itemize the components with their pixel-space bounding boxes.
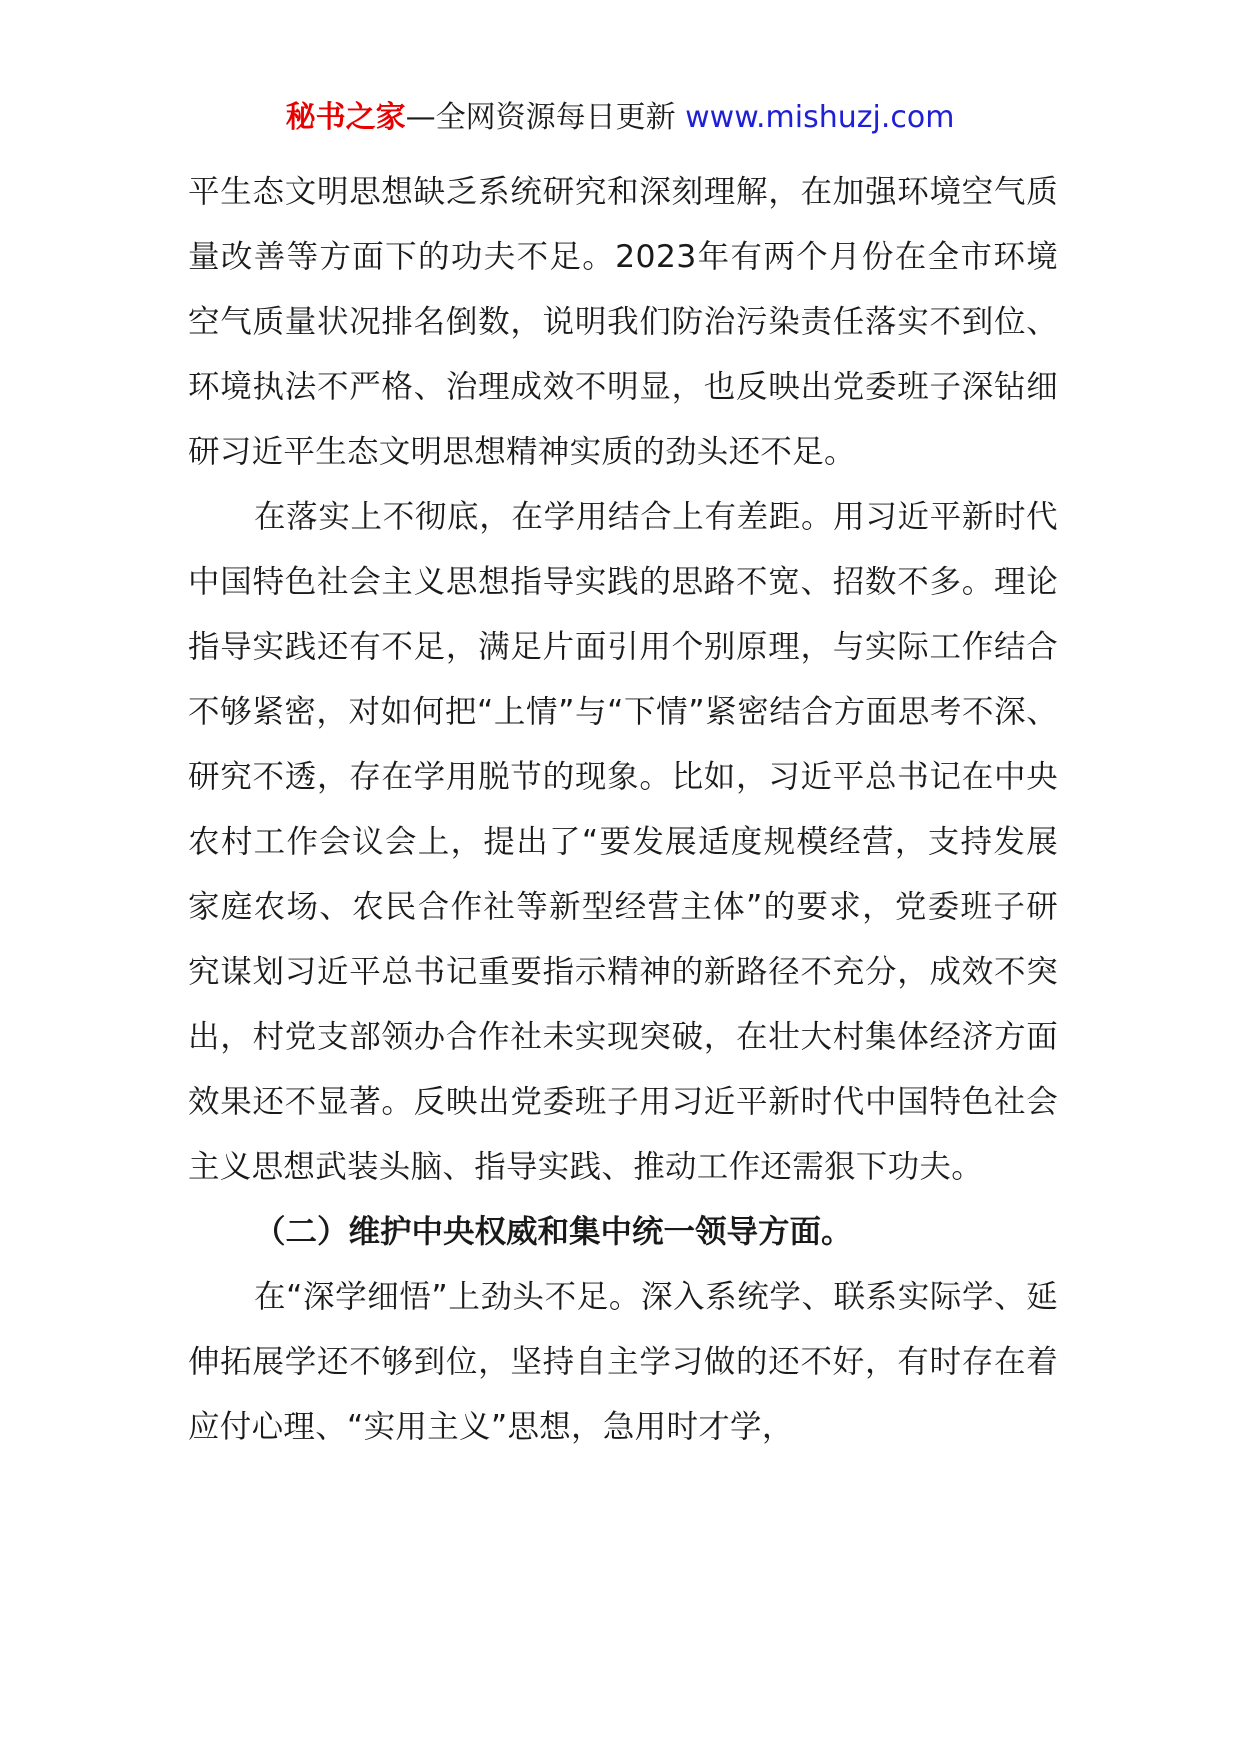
document-body [188,160,1058,1460]
section-heading-2: （二）维护中央权威和集中统一领导方面。 [254,1214,853,1250]
site-tagline: —全网资源每日更新 [405,100,686,135]
site-brand: 秘书之家 [285,100,406,135]
paragraph-continued: 平生态文明思想缺乏系统研究和深刻理解，在加强环境空气质量改善等方面下的功夫不足。2023年有两个月份在全市环境空气质量状况排名倒数，说明我们防治污染责任落实不到位、环境执法不严格、治理成效不明显，也反映出党委班子深钻细研习近平生态文明思想精神实质的劲头还不足。 [188,174,1058,470]
paragraph-practice: 在落实上不彻底，在学用结合上有差距。用习近平新时代中国特色社会主义思想指导实践的思路不宽、招数不多。理论指导实践还有不足，满足片面引用个别原理，与实际工作结合不够紧密，对如何把“上情”与“下情”紧密结合方面思考不深、研究不透，存在学用脱节的现象。比如，习近平总书记在中央农村工作会议会上，提出了“要发展适度规模经营，支持发展家庭农场、农民合作社等新型经营主体”的要求，党委班子研究谋划习近平总书记重要指示精神的新路径不充分，成效不突出，村党支部领办合作社未实现突破，在壮大村集体经济方面效果还不显著。反映出党委班子用习近平新时代中国特色社会主义思想武装头脑、指导实践、推动工作还需狠下功夫。 [188,499,1058,1185]
site-header [0,98,1240,138]
site-url-link[interactable]: www.mishuzj.com [685,100,955,135]
paragraph-study: 在“深学细悟”上劲头不足。深入系统学、联系实际学、延伸拓展学还不够到位，坚持自主学习做的还不好，有时存在着应付心理、“实用主义”思想，急用时才学， [188,1279,1058,1445]
